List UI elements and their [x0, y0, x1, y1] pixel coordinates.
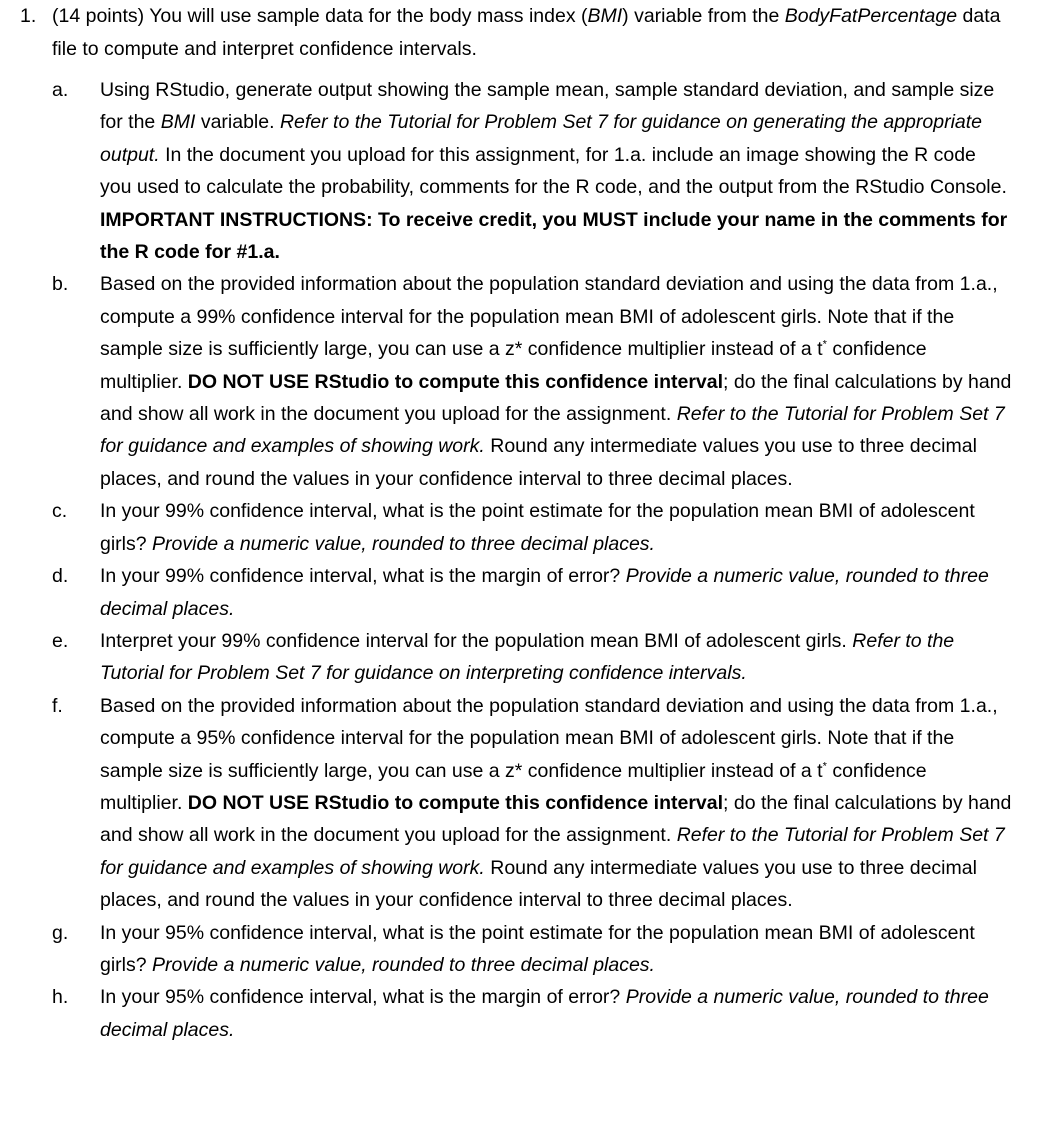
part-h-text: In your 95% confidence interval, what is the margin of error? Provide a numeric value, rounded to three decimal places.: [100, 986, 989, 1041]
bmi-variable-name: BMI: [587, 5, 623, 27]
part-e-text: Interpret your 99% confidence interval for the population mean BMI of adolescent girls. Refer to the Tutorial for Problem Set 7 for guidance on interpreting confidence intervals.: [100, 629, 955, 685]
part-letter: a.: [52, 79, 69, 101]
part-letter: b.: [52, 273, 69, 296]
part-f-text: Based on the provided information about the population standard deviation and using the data from 1.a., compute a 95% confidence interval for the population mean BMI of adolescent girls. Note that if the sample size is sufficiently large, you can use a z* confidence multiplier instead of a t* confidence multiplier. DO NOT USE RStudio to compute this confidence interval; do the final calculations by hand and show all work in the document you upload for the assignment. Refer to the Tutorial for Problem Set 7 for guidance and examples of showing work. Round any intermediate values you use to three decimal places, and round the values in your confidence interval to three decimal places.: [100, 694, 1012, 912]
part-f: [52, 690, 1042, 917]
tutorial-reference: Refer to the Tutorial for Problem Set 7 for guidance and examples of showing work.: [100, 824, 1005, 879]
part-letter: f.: [52, 694, 63, 717]
part-c-text: In your 99% confidence interval, what is the point estimate for the population mean BMI of adolescent girls? Provide a numeric value, rounded to three decimal places.: [100, 500, 975, 555]
part-d: [52, 560, 1042, 625]
part-b-text: Based on the provided information about the population standard deviation and using the data from 1.a., compute a 99% confidence interval for the population mean BMI of adolescent girls. Note that if the sample size is sufficiently large, you can use a z* confidence multiplier instead of a t* confidence multiplier. DO NOT USE RStudio to compute this confidence interval; do the final calculations by hand and show all work in the document you upload for the assignment. Refer to the Tutorial for Problem Set 7 for guidance and examples of showing work. Round any intermediate values you use to three decimal places, and round the values in your confidence interval to three decimal places.: [100, 273, 1012, 490]
question-intro: (14 points) You will use sample data for the body mass index (BMI) variable from the BodyFatPercentage data file to compute and interpret confidence intervals.: [52, 5, 1001, 60]
part-g: [52, 917, 1042, 982]
rstudio-warning: DO NOT USE RStudio to compute this confidence interval: [187, 370, 724, 393]
rstudio-warning: DO NOT USE RStudio to compute this confidence interval: [187, 791, 724, 814]
part-a-text: Using RStudio, generate output showing the sample mean, sample standard deviation, and sample size for the BMI variable. Refer to the Tutorial for Problem Set 7 for guidance on generating the appropriate output. In the document you upload for this assignment, for 1.a. include an image showing the R code you used to calculate the probability, comments for the R code, and the output from the RStudio Console. IMPORTANT INSTRUCTIONS: To receive credit, you MUST include your name in the comments for the R code for #1.a.: [100, 79, 1008, 264]
question-number: 1.: [20, 5, 37, 27]
part-b: [52, 268, 1042, 495]
part-h: [52, 981, 1042, 1046]
part-letter: e.: [52, 629, 69, 652]
part-letter: d.: [52, 565, 69, 588]
tutorial-reference: Refer to the Tutorial for Problem Set 7 for guidance and examples of showing work.: [100, 403, 1005, 458]
question-parts-list: [52, 74, 1042, 1046]
part-letter: h.: [52, 986, 69, 1009]
part-e: [52, 625, 1042, 690]
part-d-text: In your 99% confidence interval, what is the margin of error? Provide a numeric value, rounded to three decimal places.: [100, 565, 989, 620]
important-instructions: IMPORTANT INSTRUCTIONS: To receive credit, you MUST include your name in the comments for the R code for #1.a.: [100, 208, 1008, 264]
question-points: (14 points): [52, 5, 145, 27]
part-c: [52, 495, 1042, 560]
part-letter: g.: [52, 921, 69, 944]
part-g-text: In your 95% confidence interval, what is the point estimate for the population mean BMI of adolescent girls? Provide a numeric value, rounded to three decimal places.: [100, 921, 975, 976]
tutorial-reference: Refer to the Tutorial for Problem Set 7 for guidance on generating the appropriate output.: [100, 111, 983, 166]
part-letter: c.: [52, 500, 68, 523]
data-file-name: BodyFatPercentage: [784, 5, 958, 27]
part-a: [52, 74, 1042, 268]
